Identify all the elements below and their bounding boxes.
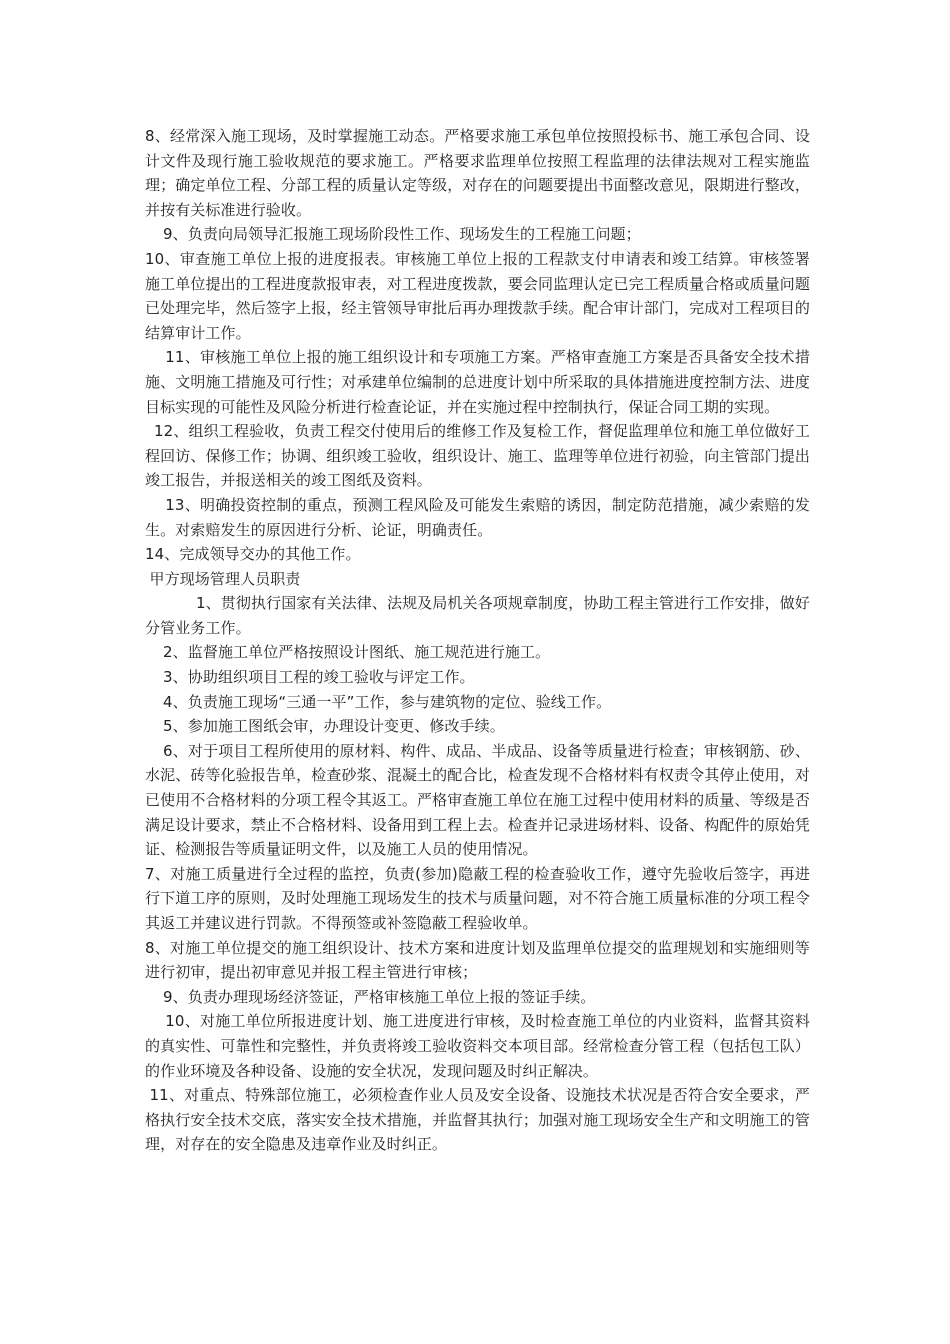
duty-10: 10、对施工单位所报进度计划、施工进度进行审核，及时检查施工单位的内业资料，监督其资料的真实性、可靠性和完整性，并负责将竣工验收资料交本项目部。经常检查分管工程（包括包工队）的作业环境及各种设备、设施的安全状况，发现问题及时纠正解决。 [145, 1012, 810, 1080]
paragraph-10-progress-reports: 10、审查施工单位上报的进度报表。审核施工单位上报的工程款支付申请表和竣工结算。审核签署施工单位提出的工程进度款报审表，对工程进度拨款，要会同监理认定已完工程质量合格或质量问题已处理完毕，然后签字上报，经主管领导审批后再办理拨款手续。配合审计部门，完成对工程项目的结算审计工作。 [145, 249, 810, 342]
duty-4: 4、负责施工现场“三通一平”工作，参与建筑物的定位、验线工作。 [163, 692, 612, 711]
paragraph-12-acceptance: 12、组织工程验收，负责工程交付使用后的维修工作及复检工作，督促监理单位和施工单位做好工程回访、保修工作；协调、组织竣工验收，组织设计、施工、监理等单位进行初验，向主管部门提出竣工报告，并报送相关的竣工图纸及资料。 [145, 422, 810, 490]
paragraph-14-other-work: 14、完成领导交办的其他工作。 [145, 545, 361, 564]
document-page [145, 124, 810, 1157]
duty-1: 1、贯彻执行国家有关法律、法规及局机关各项规章制度，协助工程主管进行工作安排，做好分管业务工作。 [145, 594, 810, 637]
duty-9: 9、负责办理现场经济签证，严格审核施工单位上报的签证手续。 [163, 987, 596, 1006]
duty-7: 7、对施工质量进行全过程的监控，负责(参加)隐蔽工程的检查验收工作，遵守先验收后签字，再进行下道工序的原则，及时处理施工现场发生的技术与质量问题，对不符合施工质量标准的分项工程令其返工并建议进行罚款。不得预签或补签隐蔽工程验收单。 [145, 864, 810, 932]
duty-6: 6、对于项目工程所使用的原材料、构件、成品、半成品、设备等质量进行检查；审核钢筋、砂、水泥、砖等化验报告单，检查砂浆、混凝土的配合比，检查发现不合格材料有权责令其停止使用，对已使用不合格材料的分项工程令其返工。严格审查施工单位在施工过程中使用材料的质量、等级是否满足设计要求，禁止不合格材料、设备用到工程上去。检查并记录进场材料、设备、构配件的原始凭证、检测报告等质量证明文件，以及施工人员的使用情况。 [145, 741, 810, 859]
paragraph-13-investment-control: 13、明确投资控制的重点，预测工程风险及可能发生索赔的诱因，制定防范措施，减少索赔的发生。对索赔发生的原因进行分析、论证，明确责任。 [145, 495, 810, 539]
paragraph-9-report-to-leadership: 9、负责向局领导汇报施工现场阶段性工作、现场发生的工程施工问题； [163, 225, 641, 244]
duty-5: 5、参加施工图纸会审，办理设计变更、修改手续。 [163, 717, 505, 736]
section-heading: 甲方现场管理人员职责 [149, 569, 301, 588]
paragraph-8-site-inspection: 8、经常深入施工现场，及时掌握施工动态。严格要求施工承包单位按照投标书、施工承包合同、设计文件及现行施工验收规范的要求施工。严格要求监理单位按照工程监理的法律法规对工程实施监理；确定单位工程、分部工程的质量认定等级，对存在的问题要提出书面整改意见，限期进行整改，并按有关标准进行验收。 [145, 127, 810, 219]
paragraph-11-construction-plans: 11、审核施工单位上报的施工组织设计和专项施工方案。严格审查施工方案是否具备安全技术措施、文明施工措施及可行性；对承建单位编制的总进度计划中所采取的具体措施进度控制方法、进度目标实现的可能性及风险分析进行检查论证，并在实施过程中控制执行，保证合同工期的实现。 [145, 348, 810, 416]
duty-11: 11、对重点、特殊部位施工，必须检查作业人员及安全设备、设施技术状况是否符合安全要求，严格执行安全技术交底，落实安全技术措施，并监督其执行；加强对施工现场安全生产和文明施工的管理，对存在的安全隐患及违章作业及时纠正。 [145, 1086, 810, 1154]
duty-2: 2、监督施工单位严格按照设计图纸、施工规范进行施工。 [163, 643, 551, 662]
duty-8: 8、对施工单位提交的施工组织设计、技术方案和进度计划及监理单位提交的监理规划和实施细则等进行初审，提出初审意见并报工程主管进行审核； [145, 938, 810, 982]
duty-3: 3、协助组织项目工程的竣工验收与评定工作。 [163, 668, 475, 687]
